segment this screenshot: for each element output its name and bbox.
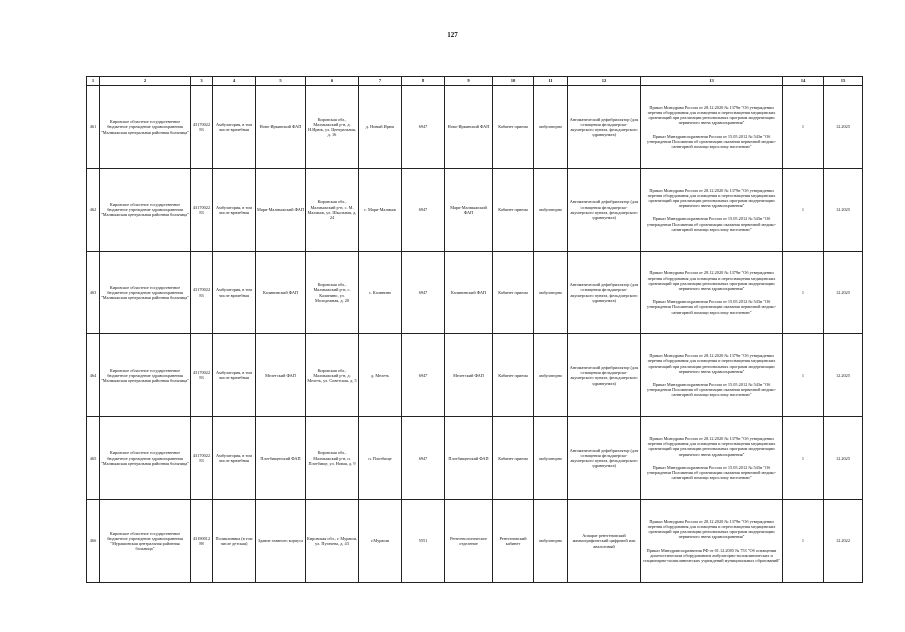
subdivision-type-cell: Амбулатория, в том числе врачебная — [213, 417, 256, 500]
inn-cell: 4317002283 — [191, 86, 213, 169]
legal-basis-cell — [641, 168, 783, 251]
equipment-table — [86, 76, 863, 583]
column-header: 4 — [213, 77, 256, 86]
row-number-cell: 463 — [87, 251, 100, 334]
department-cell: Мелетский ФАП — [445, 334, 493, 417]
quantity-cell: 1 — [783, 500, 824, 583]
equipment-name-cell: Автоматический дефибриллятор (для оснащения фельдшерско-акушерского пункта, фельдшерского здравпункта) — [568, 86, 641, 169]
building-name-cell: Мари-Малмыжский ФАП — [256, 168, 306, 251]
room-cell: Рентгеновский кабинет — [493, 500, 534, 583]
address-cell: Кировская обл., Малмыжский р-н, д. Н.Ирюк, ул. Центральная, д. 16 — [306, 86, 359, 169]
equipment-name-cell: Автоматический дефибриллятор (для оснащения фельдшерско-акушерского пункта, фельдшерского здравпункта) — [568, 168, 641, 251]
building-name-cell: Калининский ФАП — [256, 251, 306, 334]
inn-cell: 4318001288 — [191, 500, 213, 583]
settlement-cell: с. Мари-Малмыж — [359, 168, 402, 251]
deadline-cell: 12.2025 — [824, 168, 863, 251]
row-number-cell: 464 — [87, 334, 100, 417]
care-type-cell: амбулаторно — [534, 500, 568, 583]
row-number-cell: 465 — [87, 417, 100, 500]
department-cell: Плотбищенский ФАП — [445, 417, 493, 500]
column-header: 5 — [256, 77, 306, 86]
subdivision-type-cell: Амбулатория, в том числе врачебная — [213, 251, 256, 334]
order-text: Приказ Минздравсоцразвития России от 15.05.2012 № 543н "Об утверждении Положения об организации оказания первичной медико-санитарной помощи взрослому населению" — [646, 216, 777, 232]
care-type-cell: амбулаторно — [534, 251, 568, 334]
order-text: Приказ Минздрава России от 28.12.2020 № 1379н "Об утверждении перечня оборудования для оснащения и переоснащения медицинских организаций при реализации региональных программ модернизации первичного звена здравоохранения" — [647, 353, 776, 374]
table-body — [87, 86, 863, 583]
table-row — [87, 168, 863, 251]
address-cell: Кировская обл., Малмыжский р-н, с. Калинино, ул. Молодежная, д. 20 — [306, 251, 359, 334]
column-header: 11 — [534, 77, 568, 86]
legal-basis-cell — [641, 251, 783, 334]
organization-name-cell: Кировское областное государственное бюджетное учреждение здравоохранения "Малмыжская центральная районная больница" — [100, 417, 191, 500]
table-row — [87, 500, 863, 583]
care-type-cell: амбулаторно — [534, 168, 568, 251]
department-cell: Калининский ФАП — [445, 251, 493, 334]
quantity-cell: 1 — [783, 251, 824, 334]
column-header: 10 — [493, 77, 534, 86]
care-type-cell: амбулаторно — [534, 334, 568, 417]
equipment-name-cell: Аппарат рентгеновский маммографический цифровой или аналоговый — [568, 500, 641, 583]
deadline-cell: 12.2025 — [824, 417, 863, 500]
column-header: 12 — [568, 77, 641, 86]
settlement-cell: г.Мураши — [359, 500, 402, 583]
column-header: 6 — [306, 77, 359, 86]
column-header: 1 — [87, 77, 100, 86]
order-text: Приказ Минздрава России от 28.12.2020 № 1379н "Об утверждении перечня оборудования для оснащения и переоснащения медицинских организаций при реализации региональных программ модернизации первичного звена здравоохранения" — [647, 518, 776, 540]
organization-name-cell: Кировское областное государственное бюджетное учреждение здравоохранения "Малмыжская центральная районная больница" — [100, 334, 191, 417]
order-text: Приказ Минздрава России от 28.12.2020 № 1379н "Об утверждении перечня оборудования для оснащения и переоснащения медицинских организаций при реализации региональных программ модернизации первичного звена здравоохранения" — [647, 187, 776, 209]
inn-cell: 4317002283 — [191, 417, 213, 500]
order-gap — [642, 540, 781, 548]
legal-basis-cell — [641, 86, 783, 169]
code-cell: 6947 — [402, 251, 445, 334]
building-name-cell: Ново-Иркинский ФАП — [256, 86, 306, 169]
legal-basis-cell — [641, 334, 783, 417]
deadline-cell: 12.2025 — [824, 334, 863, 417]
order-gap — [642, 457, 781, 465]
settlement-cell: с. Калинино — [359, 251, 402, 334]
column-header: 2 — [100, 77, 191, 86]
code-cell: 6947 — [402, 334, 445, 417]
quantity-cell: 1 — [783, 168, 824, 251]
room-cell: Кабинет приема — [493, 251, 534, 334]
address-cell: Кировская обл., г. Мураши, ул. Пугачева, д. 43 — [306, 500, 359, 583]
quantity-cell: 1 — [783, 417, 824, 500]
organization-name-cell: Кировское областное государственное бюджетное учреждение здравоохранения "Мурашинская центральная районная больница" — [100, 500, 191, 583]
address-cell: Кировская обл., Малмыжский р-н, д. Мелеть, ул. Советская, д. 5 — [306, 334, 359, 417]
column-header: 15 — [824, 77, 863, 86]
equipment-name-cell: Автоматический дефибриллятор (для оснащения фельдшерско-акушерского пункта, фельдшерского здравпункта) — [568, 334, 641, 417]
table-row — [87, 86, 863, 169]
building-name-cell: Здание главного корпуса — [256, 500, 306, 583]
order-text: Приказ Минздравсоцразвития России от 15.05.2012 № 543н "Об утверждении Положения об организации оказания первичной медико-санитарной помощи взрослому населению" — [646, 382, 777, 398]
order-text: Приказ Минздравсоцразвития России от 15.05.2012 № 543н "Об утверждении Положения об организации оказания первичной медико-санитарной помощи взрослому населению" — [646, 299, 777, 315]
quantity-cell: 1 — [783, 334, 824, 417]
order-gap — [642, 208, 781, 216]
department-cell: Рентгенологическое отделение — [445, 500, 493, 583]
subdivision-type-cell: Амбулатория, в том числе врачебная — [213, 86, 256, 169]
settlement-cell: д. Новый Ирюк — [359, 86, 402, 169]
care-type-cell: амбулаторно — [534, 86, 568, 169]
care-type-cell: амбулаторно — [534, 417, 568, 500]
room-cell: Кабинет приема — [493, 168, 534, 251]
department-cell: Мари-Малмыжский ФАП — [445, 168, 493, 251]
equipment-name-cell: Автоматический дефибриллятор (для оснащения фельдшерско-акушерского пункта, фельдшерского здравпункта) — [568, 417, 641, 500]
column-header: 8 — [402, 77, 445, 86]
code-cell: 5551 — [402, 500, 445, 583]
subdivision-type-cell: Амбулатория, в том числе врачебная — [213, 168, 256, 251]
table-row — [87, 251, 863, 334]
row-number-cell: 466 — [87, 500, 100, 583]
deadline-cell: 12.2025 — [824, 86, 863, 169]
department-cell: Ново-Иркинский ФАП — [445, 86, 493, 169]
deadline-cell: 12.2025 — [824, 251, 863, 334]
equipment-name-cell: Автоматический дефибриллятор (для оснащения фельдшерско-акушерского пункта, фельдшерского здравпункта) — [568, 251, 641, 334]
address-cell: Кировская обл., Малмыжский р-н, с. М. Малмыж, ул. Школьная, д. 24 — [306, 168, 359, 251]
column-header: 14 — [783, 77, 824, 86]
legal-basis-cell — [641, 500, 783, 583]
page-number: 127 — [447, 31, 458, 39]
building-name-cell: Мелетский ФАП — [256, 334, 306, 417]
column-header: 13 — [641, 77, 783, 86]
table-row — [87, 334, 863, 417]
row-number-cell: 462 — [87, 168, 100, 251]
order-text: Приказ Минздравсоцразвития России от 15.05.2012 № 543н "Об утверждении Положения об организации оказания первичной медико-санитарной помощи взрослому населению" — [646, 133, 777, 149]
code-cell: 6947 — [402, 417, 445, 500]
deadline-cell: 12.2022 — [824, 500, 863, 583]
room-cell: Кабинет приема — [493, 417, 534, 500]
code-cell: 6947 — [402, 86, 445, 169]
organization-name-cell: Кировское областное государственное бюджетное учреждение здравоохранения "Малмыжская центральная районная больница" — [100, 86, 191, 169]
header-row — [87, 77, 863, 86]
inn-cell: 4317002283 — [191, 251, 213, 334]
subdivision-type-cell: Амбулатория, в том числе врачебная — [213, 334, 256, 417]
order-gap — [642, 291, 781, 299]
building-name-cell: Плотбищенский ФАП — [256, 417, 306, 500]
quantity-cell: 1 — [783, 86, 824, 169]
organization-name-cell: Кировское областное государственное бюджетное учреждение здравоохранения "Малмыжская центральная районная больница" — [100, 168, 191, 251]
order-gap — [642, 126, 781, 134]
room-cell: Кабинет приема — [493, 334, 534, 417]
settlement-cell: д. Мелеть — [359, 334, 402, 417]
order-text: Приказ Минздравсоцразвития России от 15.05.2012 № 543н "Об утверждении Положения об организации оказания первичной медико-санитарной помощи взрослому населению" — [646, 464, 777, 481]
order-text: Приказ Минздрава России от 28.12.2020 № 1379н "Об утверждении перечня оборудования для оснащения и переоснащения медицинских организаций при реализации региональных программ модернизации первичного звена здравоохранения" — [647, 104, 776, 126]
order-text: Приказ Минздрава России от 28.12.2020 № 1379н "Об утверждении перечня оборудования для оснащения и переоснащения медицинских организаций при реализации региональных программ модернизации первичного звена здравоохранения" — [647, 436, 776, 457]
table-row — [87, 417, 863, 500]
legal-basis-cell — [641, 417, 783, 500]
code-cell: 6947 — [402, 168, 445, 251]
order-text: Приказ Минздравсоцразвития РФ от 01.12.2005 № 753 "Об оснащении диагностическим оборудованием амбулаторно-поликлинических и стационарно-поликлинических учреждений муниципальных образований" — [642, 547, 781, 564]
inn-cell: 4317002283 — [191, 168, 213, 251]
column-header: 9 — [445, 77, 493, 86]
organization-name-cell: Кировское областное государственное бюджетное учреждение здравоохранения "Малмыжская центральная районная больница" — [100, 251, 191, 334]
row-number-cell: 461 — [87, 86, 100, 169]
order-text: Приказ Минздрава России от 28.12.2020 № 1379н "Об утверждении перечня оборудования для оснащения и переоснащения медицинских организаций при реализации региональных программ модернизации первичного звена здравоохранения" — [647, 270, 776, 291]
inn-cell: 4317002283 — [191, 334, 213, 417]
order-gap — [642, 374, 781, 382]
column-header: 7 — [359, 77, 402, 86]
subdivision-type-cell: Поликлиника (в том числе детская) — [213, 500, 256, 583]
room-cell: Кабинет приема — [493, 86, 534, 169]
settlement-cell: п. Плотбище — [359, 417, 402, 500]
address-cell: Кировская обл., Малмыжский р-н, п. Плотбище, ул. Новая, д. 9 — [306, 417, 359, 500]
column-header: 3 — [191, 77, 213, 86]
